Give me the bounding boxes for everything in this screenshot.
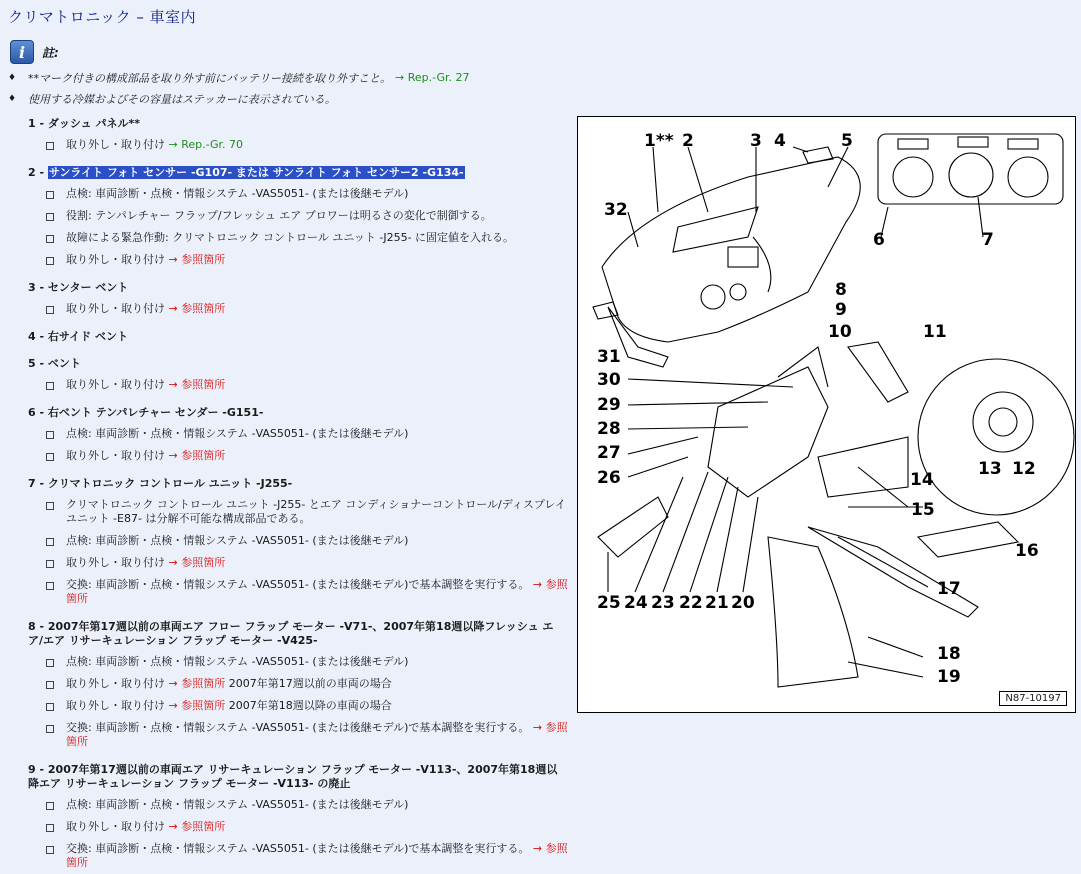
procedure-text: クリマトロニック コントロール ユニット -J255- とエア コンディショナーコントロール/ディスプレイ ユニット -E87- は分解不可能な構成部品である。 bbox=[66, 498, 566, 525]
component-number: 8 bbox=[28, 620, 36, 633]
procedure-line bbox=[28, 838, 568, 874]
callout-25: 25 bbox=[597, 593, 621, 613]
callout-6: 6 bbox=[873, 230, 885, 250]
note-bullet bbox=[8, 88, 470, 109]
procedure-line bbox=[28, 423, 568, 445]
bullet-diamond-icon: ♦ bbox=[8, 93, 17, 104]
component-item bbox=[28, 355, 568, 396]
callout-27: 27 bbox=[597, 443, 621, 463]
procedure-text: 取り外し・取り付け bbox=[66, 253, 165, 266]
component-title: 右ベント テンパレチャー センダー -G151- bbox=[47, 406, 264, 419]
component-heading: 3 - センター ベント bbox=[28, 281, 129, 294]
procedure-text-wrap bbox=[66, 556, 568, 570]
callout-30: 30 bbox=[597, 370, 621, 390]
component-title: サンライト フォト センサー -G107- または サンライト フォト センサー2 -G134- bbox=[48, 166, 464, 179]
reference-link[interactable]: → 参照箇所 bbox=[168, 253, 226, 266]
item-spacer bbox=[28, 271, 568, 279]
procedure-line bbox=[28, 552, 568, 574]
callout-4: 4 bbox=[774, 131, 786, 151]
reference-link[interactable]: → 参照箇所 bbox=[168, 302, 226, 315]
procedure-text-wrap bbox=[66, 253, 568, 267]
note-bullet-text: **マーク付きの構成部品を取り外す前にバッテリー接続を取り外すこと。 bbox=[28, 71, 391, 85]
callout-12: 12 bbox=[1012, 459, 1036, 479]
callout-5: 5 bbox=[841, 131, 853, 151]
procedure-text: 故障による緊急作動: クリマトロニック コントロール ユニット -J255- に固定値を入れる。 bbox=[66, 231, 515, 244]
component-number: 5 bbox=[28, 357, 36, 370]
callout-14: 14 bbox=[910, 470, 934, 490]
checkbox-bullet-icon bbox=[46, 824, 54, 832]
reference-link[interactable]: → 参照箇所 bbox=[168, 556, 226, 569]
callout-8: 8 bbox=[835, 280, 847, 300]
procedure-text: 取り外し・取り付け bbox=[66, 138, 165, 151]
bullet-diamond-icon: ♦ bbox=[8, 72, 17, 83]
procedure-line bbox=[28, 717, 568, 753]
checkbox-bullet-icon bbox=[46, 582, 54, 590]
procedure-text: 役割: テンパレチャー フラップ/フレッシュ エア ブロワーは明るさの変化で制御する。 bbox=[66, 209, 492, 222]
reference-link[interactable]: → 参照箇所 bbox=[168, 677, 226, 690]
component-figure bbox=[577, 116, 1076, 713]
procedure-text: 点検: 車両診断・点検・情報システム -VAS5051- (または後継モデル) bbox=[66, 187, 409, 200]
figure-reference: N87-10197 bbox=[999, 691, 1067, 706]
item-spacer bbox=[28, 396, 568, 404]
procedure-text-wrap bbox=[66, 534, 568, 548]
procedure-text: 取り外し・取り付け bbox=[66, 677, 165, 690]
checkbox-bullet-icon bbox=[46, 846, 54, 854]
component-title: クリマトロニック コントロール ユニット -J255- bbox=[47, 477, 293, 490]
item-spacer bbox=[28, 753, 568, 761]
checkbox-bullet-icon bbox=[46, 235, 54, 243]
callout-7: 7 bbox=[982, 230, 994, 250]
procedure-text-wrap bbox=[66, 138, 568, 152]
checkbox-bullet-icon bbox=[46, 306, 54, 314]
reference-link[interactable]: → Rep.-Gr. 70 bbox=[168, 138, 244, 151]
checkbox-bullet-icon bbox=[46, 560, 54, 568]
callout-16: 16 bbox=[1015, 541, 1039, 561]
component-number: 1 bbox=[28, 117, 36, 130]
procedure-line bbox=[28, 651, 568, 673]
callout-22: 22 bbox=[679, 593, 703, 613]
component-heading: 6 - 右ベント テンパレチャー センダー -G151- bbox=[28, 406, 264, 419]
procedure-line bbox=[28, 227, 568, 249]
procedure-text-wrap bbox=[66, 378, 568, 392]
checkbox-bullet-icon bbox=[46, 538, 54, 546]
procedure-line bbox=[28, 574, 568, 610]
info-icon: i bbox=[10, 40, 34, 64]
component-heading: 1 - ダッシュ パネル** bbox=[28, 117, 141, 130]
component-number: 9 bbox=[28, 763, 36, 776]
procedure-line bbox=[28, 673, 568, 695]
component-title: 2007年第17週以前の車両エア フロー フラップ モーター -V71-、2007年第18週以降フレッシュ エア/エア リサーキュレーション フラップ モーター -V425- bbox=[28, 620, 554, 647]
procedure-text-wrap bbox=[66, 427, 568, 441]
component-title: 2007年第17週以前の車両エア リサーキュレーション フラップ モーター -V113-、2007年第18週以降エア リサーキュレーション フラップ モーター -V113- の廃止 bbox=[28, 763, 558, 790]
callout-23: 23 bbox=[651, 593, 675, 613]
reference-link[interactable]: → 参照箇所 bbox=[168, 820, 226, 833]
component-item bbox=[28, 404, 568, 467]
checkbox-bullet-icon bbox=[46, 431, 54, 439]
procedure-line bbox=[28, 445, 568, 467]
item-spacer bbox=[28, 156, 568, 164]
component-heading: 8 - 2007年第17週以前の車両エア フロー フラップ モーター -V71-、2007年第18週以降フレッシュ エア/エア リサーキュレーション フラップ モーター -V425- bbox=[28, 620, 554, 647]
procedure-text-wrap bbox=[66, 578, 568, 606]
component-number: 4 bbox=[28, 330, 36, 343]
procedure-text: 点検: 車両診断・点検・情報システム -VAS5051- (または後継モデル) bbox=[66, 655, 409, 668]
component-title: ベント bbox=[47, 357, 81, 370]
note-bullet-link[interactable]: → Rep.-Gr. 27 bbox=[395, 71, 470, 84]
checkbox-bullet-icon bbox=[46, 257, 54, 265]
page-title: クリマトロニック – 車室内 bbox=[8, 8, 197, 26]
callout-32: 32 bbox=[604, 200, 628, 220]
component-number: 6 bbox=[28, 406, 36, 419]
procedure-text-wrap bbox=[66, 449, 568, 463]
callout-11: 11 bbox=[923, 322, 947, 342]
reference-link[interactable]: → 参照箇所 bbox=[168, 699, 226, 712]
checkbox-bullet-icon bbox=[46, 382, 54, 390]
procedure-text: 取り外し・取り付け bbox=[66, 699, 165, 712]
note-label: 註: bbox=[42, 45, 59, 60]
reference-link[interactable]: → 参照箇所 bbox=[168, 449, 226, 462]
procedure-line bbox=[28, 494, 568, 530]
callout-24: 24 bbox=[624, 593, 648, 613]
procedure-line bbox=[28, 816, 568, 838]
component-heading: 5 - ベント bbox=[28, 357, 81, 370]
procedure-line bbox=[28, 134, 568, 156]
callout-28: 28 bbox=[597, 419, 621, 439]
procedure-text: 取り外し・取り付け bbox=[66, 449, 165, 462]
component-title: 右サイド ベント bbox=[47, 330, 128, 343]
callout-20: 20 bbox=[731, 593, 755, 613]
note-bullet-text: 使用する冷媒およびその容量はステッカーに表示されている。 bbox=[28, 92, 336, 106]
callout-31: 31 bbox=[597, 347, 621, 367]
procedure-text-wrap bbox=[66, 231, 568, 245]
procedure-line bbox=[28, 205, 568, 227]
callout-1: 1** bbox=[644, 131, 674, 151]
procedure-text: 取り外し・取り付け bbox=[66, 556, 165, 569]
procedure-text-wrap bbox=[66, 187, 568, 201]
component-item bbox=[28, 279, 568, 320]
procedure-text: 点検: 車両診断・点検・情報システム -VAS5051- (または後継モデル) bbox=[66, 798, 409, 811]
component-heading: 7 - クリマトロニック コントロール ユニット -J255- bbox=[28, 477, 293, 490]
checkbox-bullet-icon bbox=[46, 502, 54, 510]
procedure-text: 交換: 車両診断・点検・情報システム -VAS5051- (または後継モデル)で基本調整を実行する。 bbox=[66, 721, 530, 734]
component-number: 3 bbox=[28, 281, 36, 294]
procedure-text-wrap bbox=[66, 677, 568, 691]
procedure-text: 点検: 車両診断・点検・情報システム -VAS5051- (または後継モデル) bbox=[66, 534, 409, 547]
callout-29: 29 bbox=[597, 395, 621, 415]
exploded-view-drawing bbox=[578, 117, 1075, 712]
component-item bbox=[28, 475, 568, 610]
procedure-line bbox=[28, 695, 568, 717]
callout-21: 21 bbox=[705, 593, 729, 613]
checkbox-bullet-icon bbox=[46, 681, 54, 689]
procedure-text: 交換: 車両診断・点検・情報システム -VAS5051- (または後継モデル)で基本調整を実行する。 bbox=[66, 578, 530, 591]
procedure-line bbox=[28, 530, 568, 552]
procedure-line bbox=[28, 374, 568, 396]
checkbox-bullet-icon bbox=[46, 725, 54, 733]
reference-link[interactable]: → 参照箇所 bbox=[66, 721, 568, 748]
component-heading: 4 - 右サイド ベント bbox=[28, 330, 128, 343]
callout-15: 15 bbox=[911, 500, 935, 520]
component-item bbox=[28, 328, 568, 347]
callout-3: 3 bbox=[750, 131, 762, 151]
item-spacer bbox=[28, 610, 568, 618]
procedure-text-wrap bbox=[66, 209, 568, 223]
reference-link[interactable]: → 参照箇所 bbox=[168, 378, 226, 391]
callout-26: 26 bbox=[597, 468, 621, 488]
procedure-text-wrap bbox=[66, 721, 568, 749]
procedure-text-wrap bbox=[66, 655, 568, 669]
procedure-line bbox=[28, 298, 568, 320]
procedure-text-wrap bbox=[66, 498, 568, 526]
component-number: 2 bbox=[28, 166, 36, 179]
note-bullet bbox=[8, 67, 470, 88]
callout-13: 13 bbox=[978, 459, 1002, 479]
procedure-text: 取り外し・取り付け bbox=[66, 378, 165, 391]
checkbox-bullet-icon bbox=[46, 453, 54, 461]
item-spacer bbox=[28, 347, 568, 355]
checkbox-bullet-icon bbox=[46, 703, 54, 711]
callout-2: 2 bbox=[682, 131, 694, 151]
procedure-text: 取り外し・取り付け bbox=[66, 302, 165, 315]
component-number: 7 bbox=[28, 477, 36, 490]
component-title: センター ベント bbox=[47, 281, 129, 294]
component-title: ダッシュ パネル** bbox=[47, 117, 141, 130]
procedure-text-wrap bbox=[66, 798, 568, 812]
item-spacer bbox=[28, 467, 568, 475]
component-item bbox=[28, 761, 568, 874]
item-spacer bbox=[28, 320, 568, 328]
procedure-text-wrap bbox=[66, 820, 568, 834]
procedure-text: 交換: 車両診断・点検・情報システム -VAS5051- (または後継モデル)で基本調整を実行する。 bbox=[66, 842, 530, 855]
procedure-text-wrap bbox=[66, 842, 568, 870]
procedure-condition: 2007年第18週以降の車両の場合 bbox=[228, 699, 392, 712]
reference-link[interactable]: → 参照箇所 bbox=[66, 578, 568, 605]
component-heading: 2 - サンライト フォト センサー -G107- または サンライト フォト センサー2 -G134- bbox=[28, 166, 464, 179]
procedure-text-wrap bbox=[66, 302, 568, 316]
procedure-text: 点検: 車両診断・点検・情報システム -VAS5051- (または後継モデル) bbox=[66, 427, 409, 440]
procedure-line bbox=[28, 794, 568, 816]
callout-10: 10 bbox=[828, 322, 852, 342]
checkbox-bullet-icon bbox=[46, 659, 54, 667]
note-bullets bbox=[8, 67, 470, 109]
callout-17: 17 bbox=[937, 579, 961, 599]
reference-link[interactable]: → 参照箇所 bbox=[66, 842, 568, 869]
procedure-text-wrap bbox=[66, 699, 568, 713]
procedure-line bbox=[28, 183, 568, 205]
procedure-condition: 2007年第17週以前の車両の場合 bbox=[228, 677, 392, 690]
component-item bbox=[28, 164, 568, 271]
note-header bbox=[10, 40, 59, 64]
callout-18: 18 bbox=[937, 644, 961, 664]
checkbox-bullet-icon bbox=[46, 213, 54, 221]
checkbox-bullet-icon bbox=[46, 802, 54, 810]
component-item bbox=[28, 618, 568, 753]
callout-19: 19 bbox=[937, 667, 961, 687]
callout-9: 9 bbox=[835, 300, 847, 320]
component-item bbox=[28, 115, 568, 156]
component-list bbox=[28, 115, 568, 874]
procedure-text: 取り外し・取り付け bbox=[66, 820, 165, 833]
procedure-line bbox=[28, 249, 568, 271]
component-heading: 9 - 2007年第17週以前の車両エア リサーキュレーション フラップ モーター -V113-、2007年第18週以降エア リサーキュレーション フラップ モーター -V113- の廃止 bbox=[28, 763, 558, 790]
checkbox-bullet-icon bbox=[46, 191, 54, 199]
checkbox-bullet-icon bbox=[46, 142, 54, 150]
